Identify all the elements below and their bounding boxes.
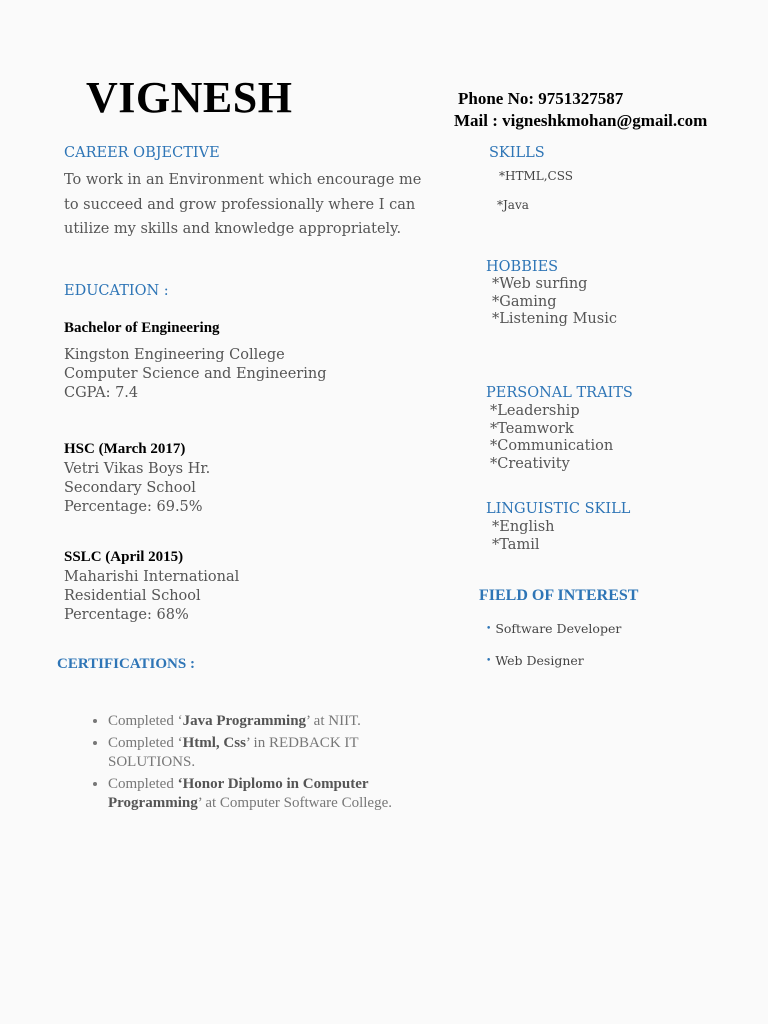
- linguistic-skill-heading: LINGUISTIC SKILL: [486, 501, 631, 517]
- bullet-icon: •: [486, 656, 492, 666]
- degree-title: Bachelor of Engineering: [64, 320, 220, 336]
- hobbies-list: [492, 276, 617, 329]
- career-line: To work in an Environment which encourage me: [64, 172, 422, 188]
- sslc-school-type: Residential School: [64, 588, 201, 604]
- field-of-interest-heading: FIELD OF INTEREST: [479, 587, 639, 604]
- career-line: to succeed and grow professionally where I can: [64, 196, 416, 213]
- trait-item: *Creativity: [490, 455, 570, 472]
- interest-item: • Web Designer: [486, 653, 584, 668]
- interest-item: • Software Developer: [486, 621, 622, 636]
- candidate-name: VIGNESH: [86, 73, 293, 122]
- career-objective-text: [64, 168, 434, 242]
- career-line: utilize my skills and knowledge appropriately.: [64, 221, 402, 237]
- hobby-item: *Web surfing: [492, 276, 588, 292]
- certifications-list: [84, 712, 448, 816]
- languages-list: [492, 519, 555, 554]
- skill-item: *Java: [497, 198, 529, 212]
- certification-item: • Completed ‘Html, Css’ in REDBACK IT SOLUTIONS.: [108, 734, 448, 773]
- language-item: *Tamil: [492, 536, 540, 553]
- certification-item: • Completed ‘Honor Diplomo in Computer Programming’ at Computer Software College.: [108, 775, 448, 814]
- degree-details: [64, 346, 326, 403]
- degree-college: Kingston Engineering College: [64, 347, 285, 363]
- personal-traits-heading: PERSONAL TRAITS: [486, 385, 633, 401]
- skill-item: *HTML,CSS: [499, 169, 573, 183]
- degree-branch: Computer Science and Engineering: [64, 366, 327, 382]
- degree-cgpa: CGPA: 7.4: [64, 385, 139, 401]
- hsc-title: HSC (March 2017): [64, 441, 186, 457]
- sslc-percentage: Percentage: 68%: [64, 607, 189, 623]
- hsc-school-type: Secondary School: [64, 480, 196, 496]
- career-objective-heading: CAREER OBJECTIVE: [64, 145, 220, 161]
- bullet-icon: •: [486, 624, 492, 634]
- sslc-title: SSLC (April 2015): [64, 549, 184, 565]
- traits-list: [490, 403, 613, 473]
- sslc-details: [64, 568, 239, 625]
- hobby-item: *Listening Music: [492, 311, 617, 327]
- phone-number: Phone No: 9751327587: [458, 89, 624, 108]
- certifications-heading: CERTIFICATIONS :: [57, 656, 195, 672]
- skills-heading: SKILLS: [489, 145, 545, 161]
- trait-item: *Teamwork: [490, 420, 574, 437]
- email-address: Mail : vigneshkmohan@gmail.com: [454, 111, 708, 130]
- hobbies-heading: HOBBIES: [486, 259, 559, 275]
- education-heading: EDUCATION :: [64, 283, 169, 299]
- hsc-details: [64, 460, 210, 517]
- sslc-school: Maharishi International: [64, 569, 240, 585]
- certification-item: • Completed ‘Java Programming’ at NIIT.: [108, 712, 448, 732]
- trait-item: *Communication: [490, 438, 614, 454]
- language-item: *English: [492, 519, 555, 535]
- hsc-percentage: Percentage: 69.5%: [64, 499, 203, 515]
- hobby-item: *Gaming: [492, 293, 557, 310]
- hsc-school: Vetri Vikas Boys Hr.: [64, 461, 211, 477]
- trait-item: *Leadership: [490, 403, 580, 419]
